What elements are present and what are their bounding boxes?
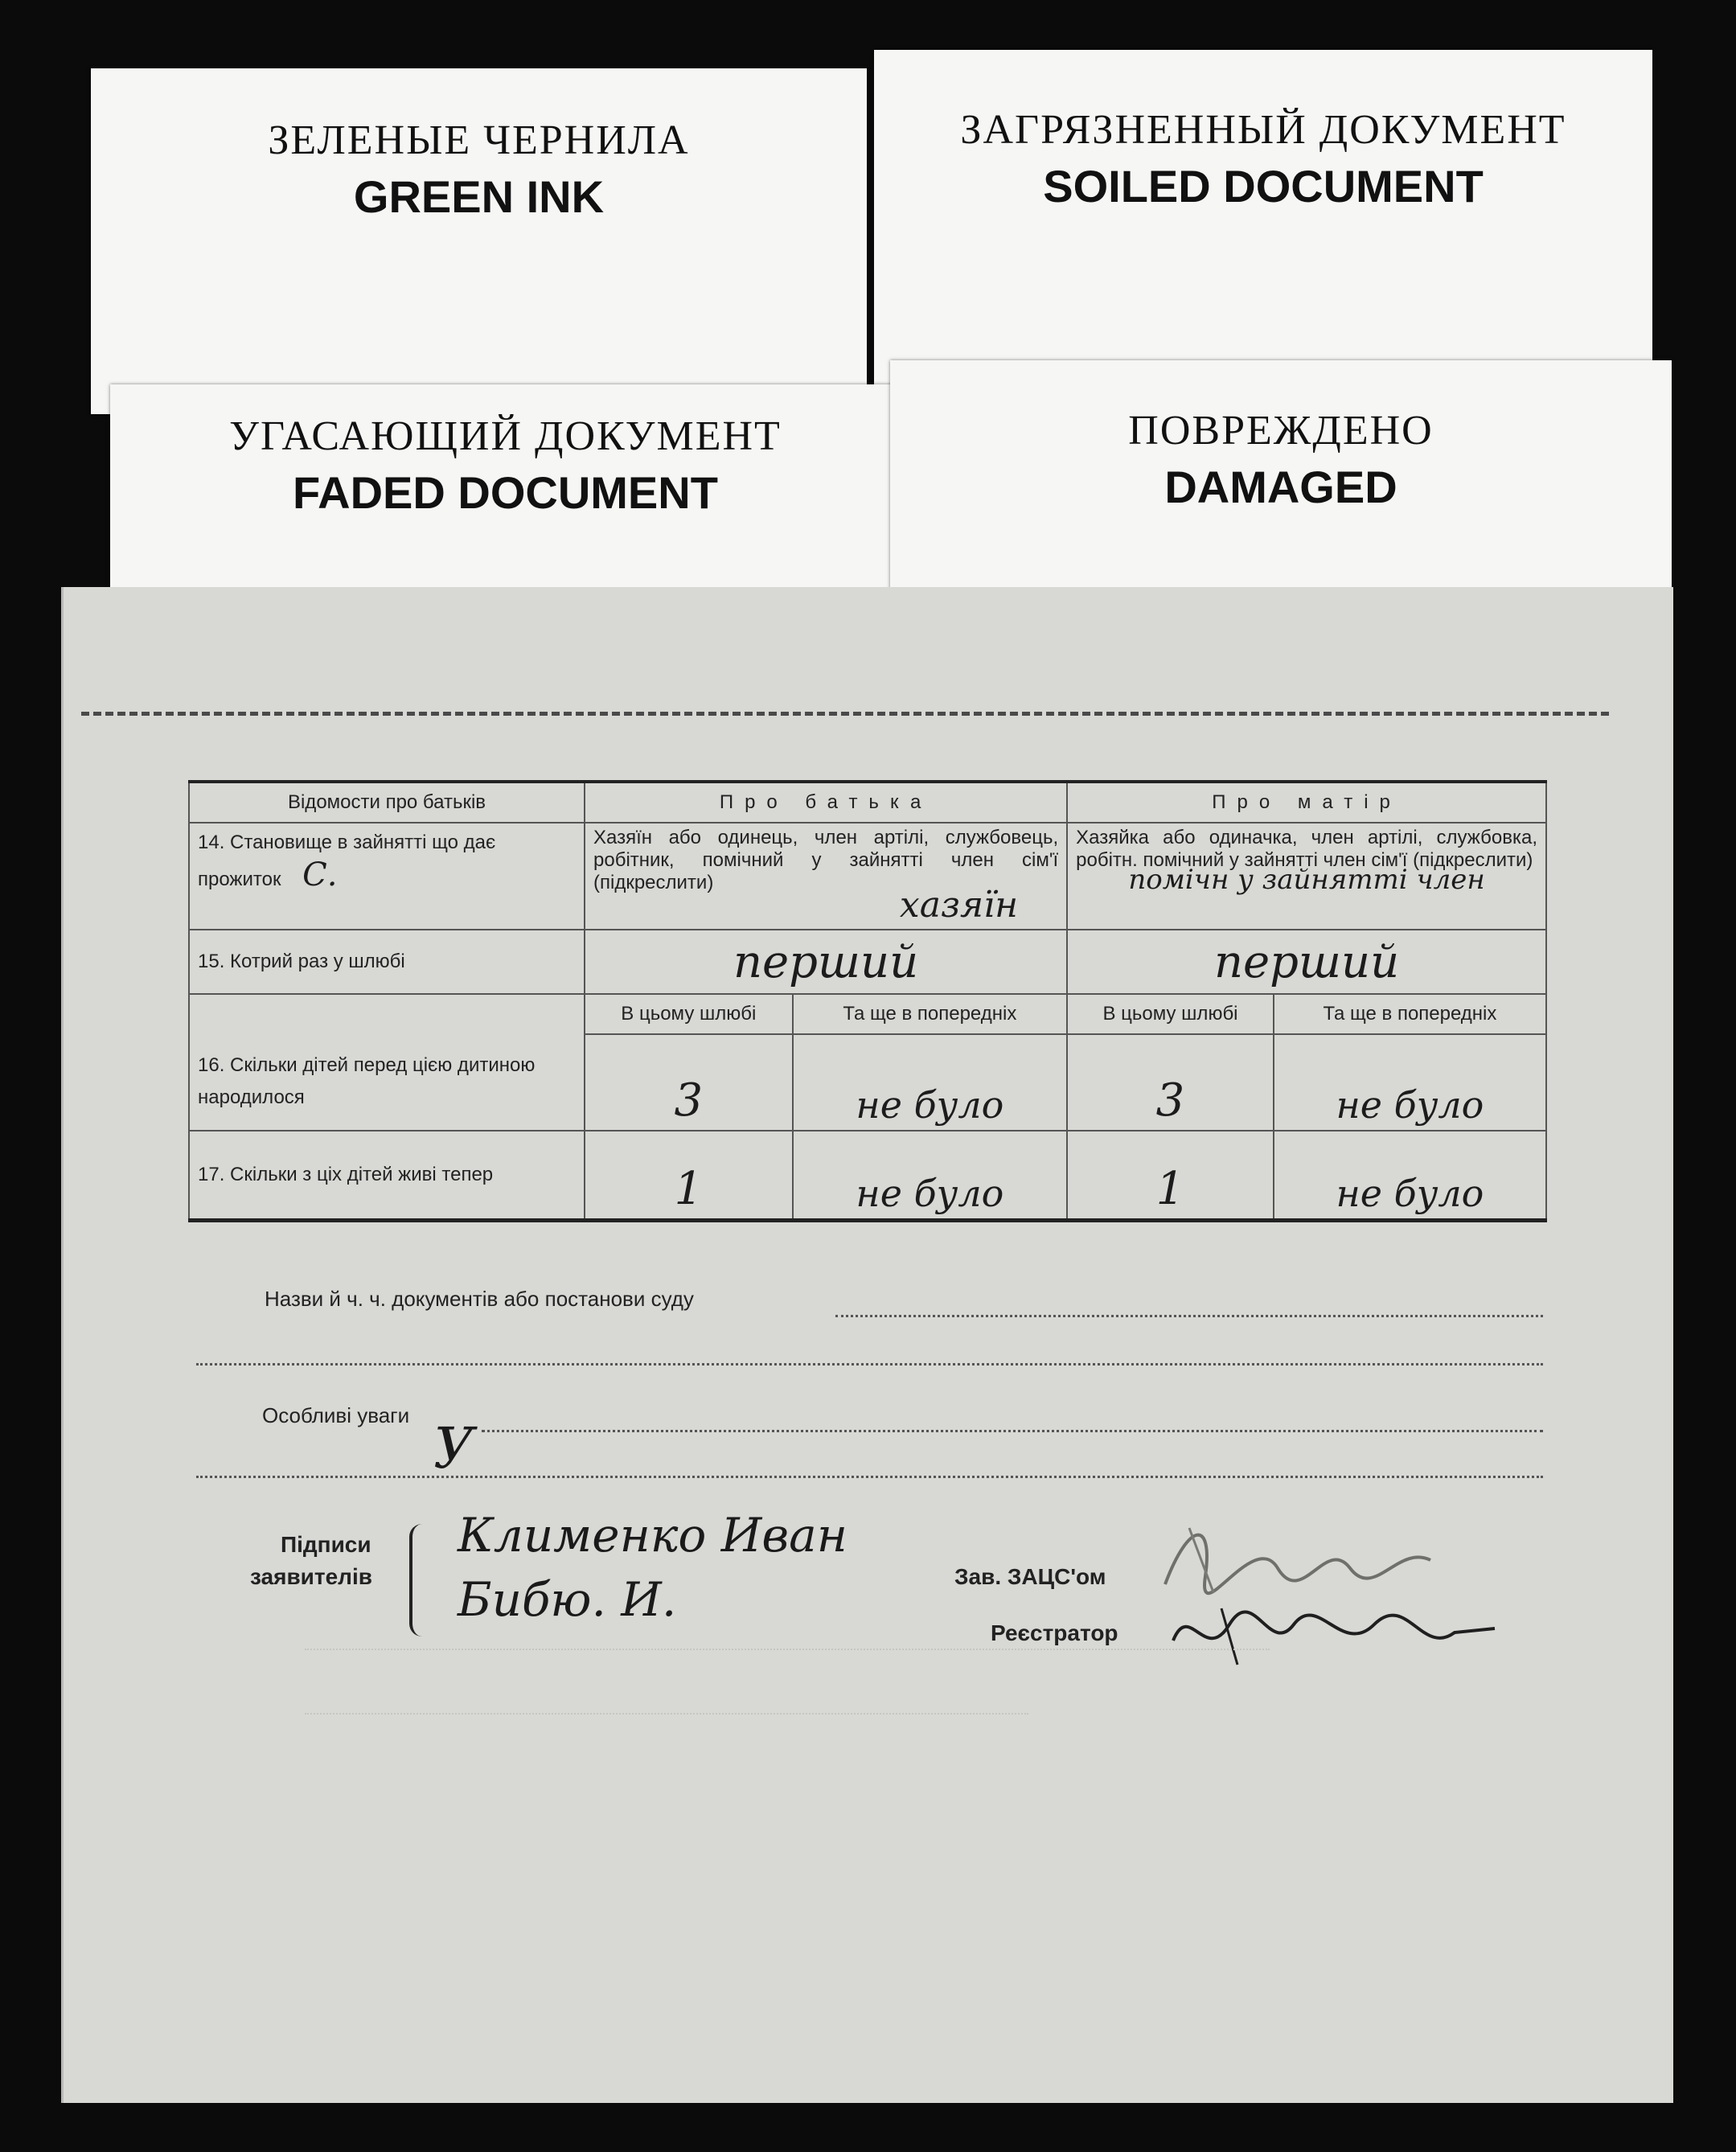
table-header-row — [189, 782, 1546, 823]
faint-show-through-line — [305, 1649, 1270, 1658]
label-card-soiled-document — [874, 50, 1652, 396]
applicant-signature-1: Клименко Иван — [458, 1508, 847, 1563]
applicant-signature-2: Бибю. И. — [458, 1572, 677, 1627]
table-row-17 — [189, 1131, 1546, 1221]
faint-show-through-line — [305, 1713, 1028, 1723]
row14-father-printed: Хазяїн або одинець, член артілі, службовець, робітник, помічний у зайнятті член сім'ї (підкреслити) — [593, 827, 1059, 893]
row16-mother-prev-value: не було — [1336, 1083, 1484, 1127]
row15-mother-cell — [1067, 930, 1546, 994]
table-row-15 — [189, 930, 1546, 994]
notes-label: Особливі уваги — [262, 1403, 410, 1427]
row17-mother-prev — [1274, 1131, 1546, 1221]
card-en-text: SOILED DOCUMENT — [1043, 161, 1484, 212]
table-subheader-row — [189, 994, 1546, 1034]
card-ru-text: УГАСАЮЩИЙ ДОКУМЕНТ — [229, 413, 782, 459]
subheader-father-in-marriage: В цьому шлюбі — [585, 994, 793, 1034]
card-en-text: FADED DOCUMENT — [293, 467, 718, 518]
subheader-father-previous: Та ще в попередніх — [793, 994, 1068, 1034]
registration-form-sheet — [61, 587, 1673, 2103]
row16-father-prev-value: не було — [856, 1083, 1004, 1127]
card-en-text: DAMAGED — [1164, 462, 1397, 512]
row16-father-in — [585, 1034, 793, 1131]
registrar-signature-scribble — [1165, 1592, 1503, 1673]
row16-mother-in-value: 3 — [1155, 1074, 1185, 1127]
row14-mother-hand: помічн у зайнятті член — [1128, 864, 1485, 896]
registrar-label: Реєстратор — [991, 1620, 1118, 1645]
applicants-label-1: Підписи — [281, 1532, 371, 1557]
perforation-line — [81, 712, 1609, 716]
row17-mother-prev-value: не було — [1336, 1172, 1484, 1215]
notes-dotted-line — [482, 1430, 1543, 1432]
head-label: Зав. ЗАЦС'ом — [954, 1564, 1106, 1589]
label-card-green-ink — [91, 68, 867, 414]
row16-mother-prev — [1274, 1034, 1546, 1131]
header-about-father: Про батька — [585, 782, 1067, 823]
row15-label: 15. Котрий раз у шлюбі — [189, 930, 585, 994]
notes-hand: У — [433, 1415, 474, 1481]
row16-father-prev — [793, 1034, 1068, 1131]
applicants-brace — [409, 1524, 429, 1637]
subheader-mother-previous: Та ще в попередніх — [1274, 994, 1546, 1034]
applicants-label-2: заявителів — [250, 1564, 372, 1589]
row14-father-hand: хазяїн — [899, 885, 1019, 926]
row17-mother-in-value: 1 — [1155, 1163, 1185, 1215]
row16-father-in-value: 3 — [674, 1074, 704, 1127]
row15-father-cell — [585, 930, 1067, 994]
subheader-mother-in-marriage: В цьому шлюбі — [1067, 994, 1274, 1034]
row17-father-prev-value: не було — [856, 1172, 1004, 1215]
documents-dotted-line-2 — [196, 1363, 1543, 1366]
row14-father-cell — [585, 823, 1067, 930]
table-row-14 — [189, 823, 1546, 930]
row14-mother-cell — [1067, 823, 1546, 930]
row16-mother-in — [1067, 1034, 1274, 1131]
row14-mother-printed: Хазяйка або одиначка, член артілі, службовка, робітн. помічний у зайнятті член сім'ї (підкреслити) — [1076, 827, 1537, 871]
documents-dotted-line — [835, 1315, 1543, 1317]
notes-dotted-line-2 — [196, 1476, 1543, 1478]
card-ru-text: ЗЕЛЕНЫЕ ЧЕРНИЛА — [268, 117, 690, 163]
label-card-damaged — [890, 360, 1672, 626]
header-about-mother: Про матір — [1067, 782, 1546, 823]
row14-label — [189, 823, 585, 930]
row15-father-hand: перший — [733, 935, 919, 988]
row15-mother-hand: перший — [1213, 935, 1400, 988]
documents-label: Назви й ч. ч. документів або постанови суду — [265, 1287, 694, 1311]
row17-mother-in — [1067, 1131, 1274, 1221]
header-parents-info: Відомости про батьків — [189, 782, 585, 823]
row17-label: 17. Скільки з ціх дітей живі тепер — [189, 1131, 585, 1221]
card-ru-text: ЗАГРЯЗНЕННЫЙ ДОКУМЕНТ — [960, 107, 1566, 153]
card-en-text: GREEN INK — [353, 171, 605, 222]
row16-label: 16. Скільки дітей перед цією дитиною народилося — [189, 994, 585, 1131]
parents-info-table — [188, 780, 1547, 1222]
row17-father-in-value: 1 — [674, 1163, 704, 1215]
row17-father-in — [585, 1131, 793, 1221]
row17-father-prev — [793, 1131, 1068, 1221]
row14-label-text: 14. Становище в зайнятті що дає прожиток — [198, 832, 496, 890]
card-ru-text: ПОВРЕЖДЕНО — [1128, 408, 1434, 454]
row14-mark: С. — [302, 856, 338, 893]
